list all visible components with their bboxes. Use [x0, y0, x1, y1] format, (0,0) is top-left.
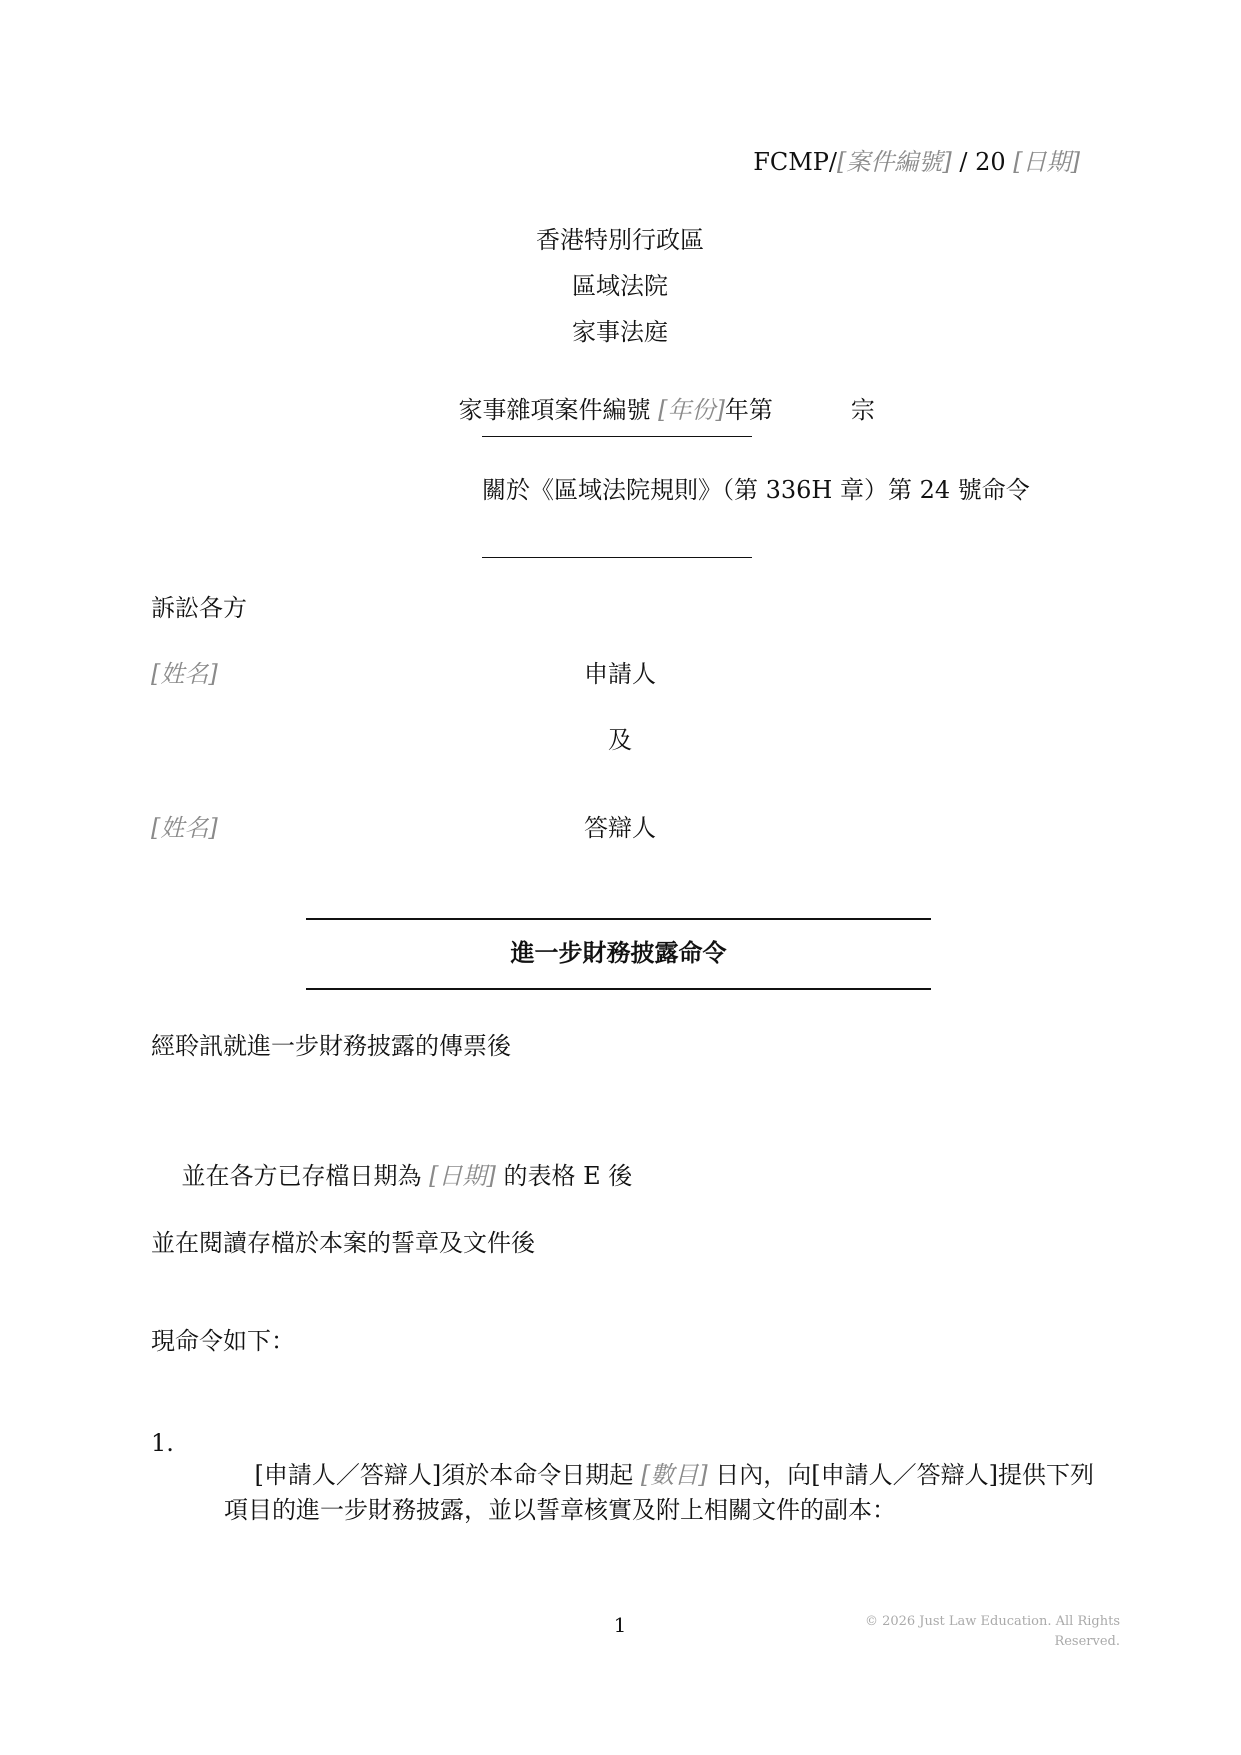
- year-placeholder: [年份]: [658, 396, 725, 424]
- court-jurisdiction: 香港特別行政區: [536, 226, 704, 254]
- recital-date-placeholder: [日期]: [429, 1162, 496, 1190]
- title-rule-bottom: [306, 988, 931, 990]
- case-line-end: 宗: [850, 396, 875, 424]
- title-rule-top: [306, 918, 931, 920]
- order-title: 進一步財務披露命令: [510, 938, 727, 967]
- case-ref-prefix: FCMP/: [753, 148, 838, 176]
- respondent-name-placeholder: [姓名]: [151, 814, 218, 842]
- item-line-1-prefix: [申請人／答辯人]須於本命令日期起: [254, 1461, 641, 1489]
- case-line-prefix: 家事雜項案件編號: [458, 396, 659, 424]
- recital-affidavits: 並在閱讀存檔於本案的誓章及文件後: [151, 1229, 535, 1257]
- recital-form-e-prefix: 並在各方已存檔日期為: [181, 1162, 430, 1190]
- case-line-mid: 年第: [724, 396, 773, 424]
- days-placeholder: [數目]: [640, 1461, 708, 1489]
- case-number-placeholder: [案件編號]: [837, 148, 952, 176]
- respondent-role: 答辯人: [584, 814, 656, 842]
- recital-form-e-suffix: 的表格 E 後: [495, 1162, 633, 1190]
- order-intro: 現命令如下：: [151, 1327, 295, 1355]
- case-date-placeholder: [日期]: [1013, 148, 1080, 176]
- recital-form-e: [151, 1128, 632, 1224]
- court-division: 家事法庭: [572, 318, 668, 346]
- divider-top: [482, 436, 752, 437]
- page-number: 1: [613, 1613, 627, 1637]
- case-ref-separator: / 20: [951, 148, 1014, 176]
- divider-bottom: [482, 557, 752, 558]
- item-number: 1.: [151, 1429, 174, 1457]
- item-line-2: 項目的進一步財務披露，並以誓章核實及附上相關文件的副本：: [224, 1496, 896, 1524]
- parties-heading: 訴訟各方: [151, 594, 247, 622]
- court-name: 區域法院: [572, 272, 668, 300]
- applicant-name-placeholder: [姓名]: [151, 660, 218, 688]
- case-number-line: [428, 362, 888, 458]
- copyright-notice: © 2026 Just Law Education. All Rights Reserved.: [864, 1614, 1120, 1649]
- item-line-1-suffix: 日內，向[申請人／答辯人]提供下列: [707, 1461, 1094, 1489]
- matter-line: 關於《區域法院規則》（第 336H 章）第 24 號命令: [482, 476, 1030, 504]
- case-reference: [660, 146, 1080, 178]
- recital-hearing: 經聆訊就進一步財務披露的傳票後: [151, 1032, 511, 1060]
- applicant-role: 申請人: [584, 660, 656, 688]
- and-connector: 及: [608, 726, 632, 754]
